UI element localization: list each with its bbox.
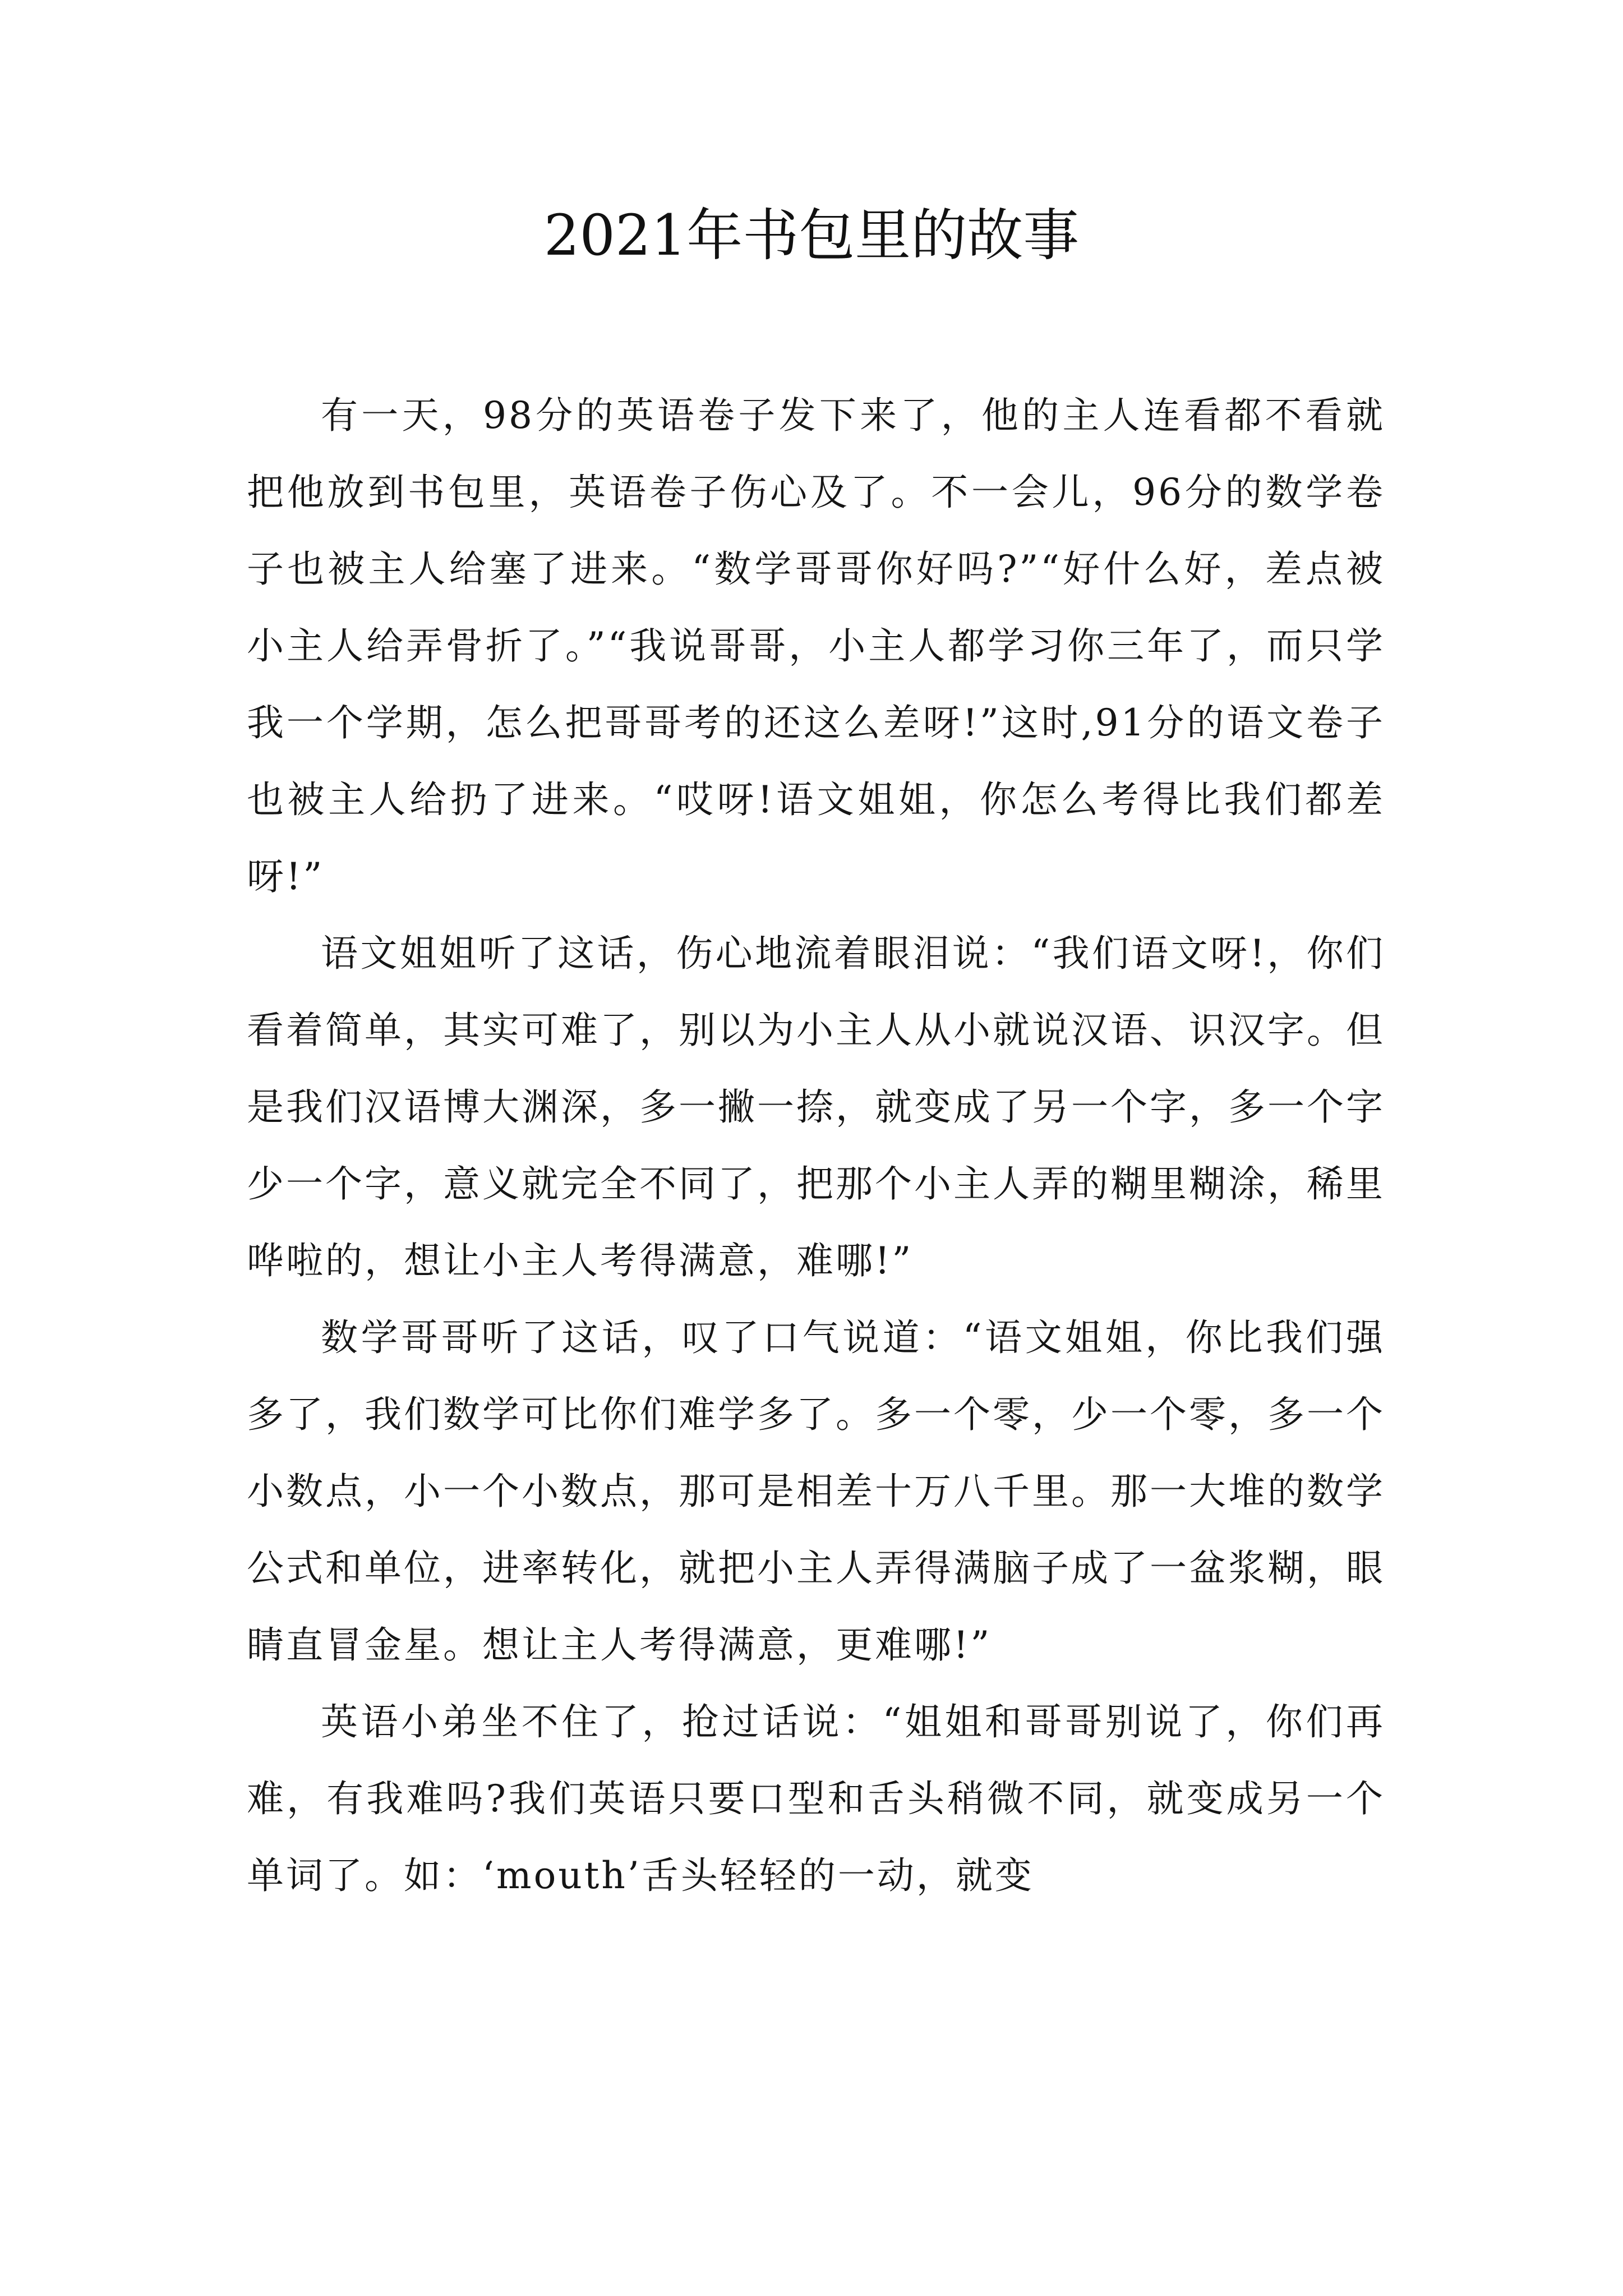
paragraph-4: 英语小弟坐不住了，抢过话说：“姐姐和哥哥别说了，你们再难，有我难吗?我们英语只要口型和舌头稍微不同，就变成另一个单词了。如：‘mouth’舌头轻轻的一动，就变 (247, 1700, 1385, 1897)
paragraph-3: 数学哥哥听了这话，叹了口气说道：“语文姐姐，你比我们强多了，我们数学可比你们难学多了。多一个零，少一个零，多一个小数点，小一个小数点，那可是相差十万八千里。那一大堆的数学公式和单位，进率转化，就把小主人弄得满脑子成了一盆浆糊，眼睛直冒金星。想让主人考得满意，更难哪!” (247, 1316, 1385, 1667)
document-body (247, 377, 1385, 1914)
document-title: 2021年书包里的故事 (543, 203, 1080, 268)
paragraph-1: 有一天，98分的英语卷子发下来了，他的主人连看都不看就把他放到书包里，英语卷子伤心及了。不一会儿，96分的数学卷子也被主人给塞了进来。“数学哥哥你好吗?”“好什么好，差点被小主人给弄骨折了。”“我说哥哥，小主人都学习你三年了，而只学我一个学期，怎么把哥哥考的还这么差呀!”这时,91分的语文卷子也被主人给扔了进来。“哎呀!语文姐姐，你怎么考得比我们都差呀!” (247, 394, 1385, 898)
paragraph-2: 语文姐姐听了这话，伤心地流着眼泪说：“我们语文呀!，你们看着简单，其实可难了，别以为小主人从小就说汉语、识汉字。但是我们汉语博大渊深，多一撇一捺，就变成了另一个字，多一个字少一个字，意义就完全不同了，把那个小主人弄的糊里糊涂，稀里哗啦的，想让小主人考得满意，难哪!” (247, 932, 1385, 1282)
